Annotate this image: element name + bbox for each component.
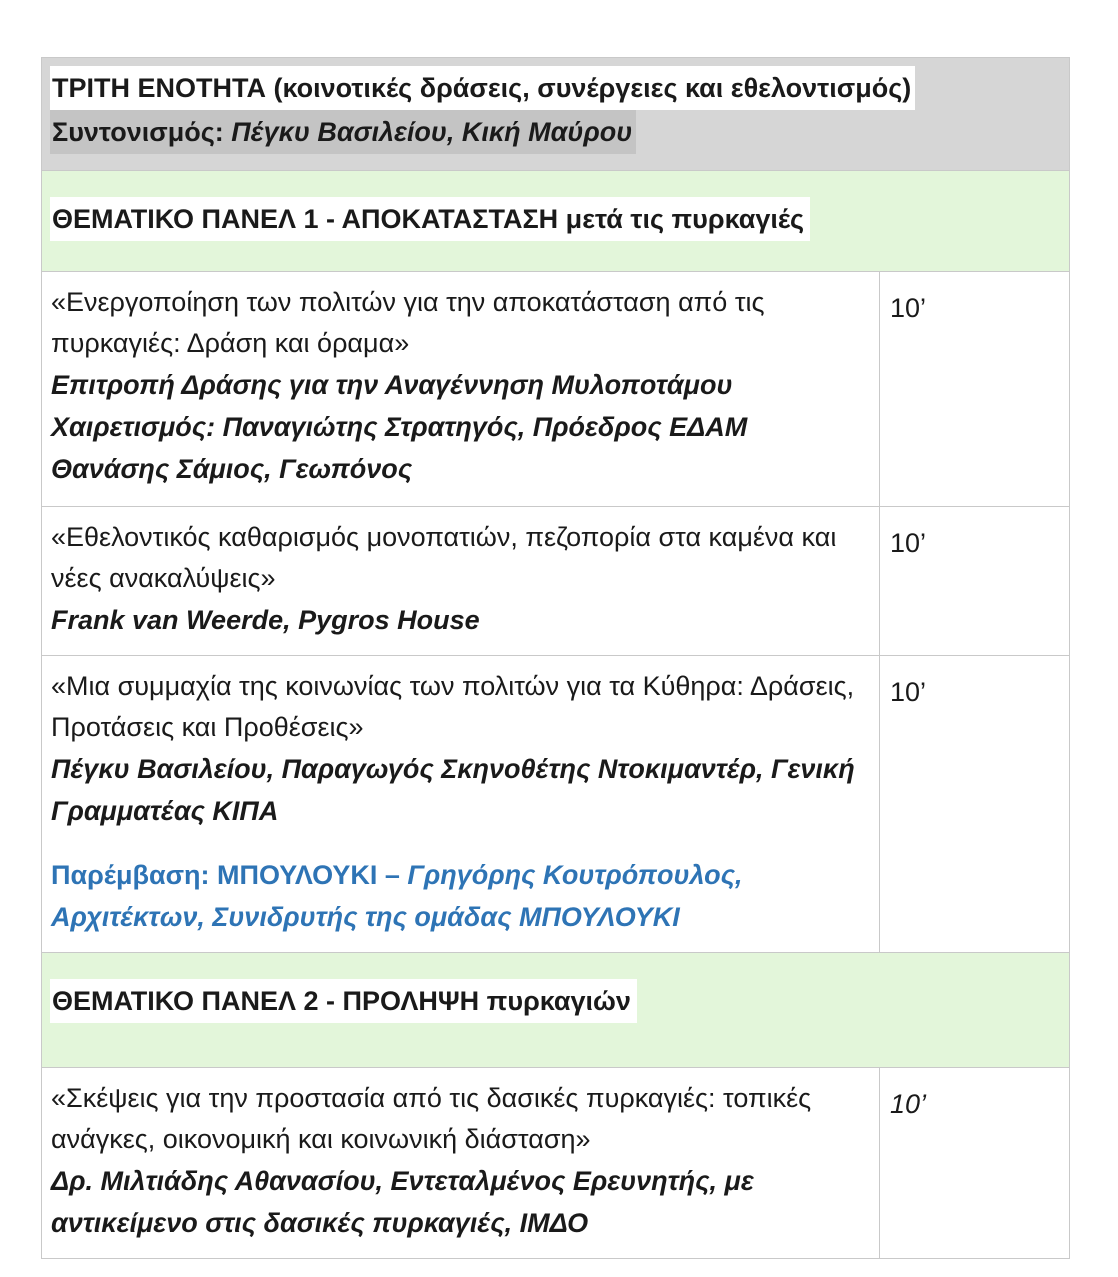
talk-title: «Μια συμμαχία της κοινωνίας των πολιτών για τα Κύθηρα: Δράσεις, Προτάσεις και Προθέσεις» <box>51 671 855 742</box>
intervention <box>51 854 869 938</box>
talk-speaker: Χαιρετισμός: Παναγιώτης Στρατηγός, Πρόεδρος ΕΔΑΜ <box>51 412 748 442</box>
talk-duration: 10’ <box>890 677 927 707</box>
talk-row <box>42 272 1070 507</box>
talk-row <box>42 1068 1070 1259</box>
program-table <box>41 57 1070 1259</box>
talk-speaker: Πέγκυ Βασιλείου, Παραγωγός Σκηνοθέτης Ντοκιμαντέρ, Γενική Γραμματέας ΚΙΠΑ <box>51 754 855 826</box>
talk-duration: 10’ <box>890 1089 927 1119</box>
talk-title: «Εθελοντικός καθαρισμός μονοπατιών, πεζοπορία στα καμένα και νέες ανακαλύψεις» <box>51 522 837 593</box>
coordination-label: Συντονισμός: <box>52 117 232 147</box>
talk-speaker: Δρ. Μιλτιάδης Αθανασίου, Εντεταλμένος Ερευνητής, με αντικείμενο στις δασικές πυρκαγιές, ΙΜΔΟ <box>51 1166 754 1238</box>
coordination <box>50 110 636 154</box>
panel-header-row <box>42 953 1070 1068</box>
talk-row <box>42 656 1070 953</box>
coordination-names: Πέγκυ Βασιλείου, Κική Μαύρου <box>231 117 633 147</box>
talk-speaker: Θανάσης Σάμιος, Γεωπόνος <box>51 454 413 484</box>
talk-title: «Σκέψεις για την προστασία από τις δασικές πυρκαγιές: τοπικές ανάγκες, οικονομική και κοινωνική διάσταση» <box>51 1083 812 1154</box>
talk-title: «Ενεργοποίηση των πολιτών για την αποκατάσταση από τις πυρκαγιές: Δράση και όραμα» <box>51 287 765 358</box>
panel-header-row <box>42 171 1070 272</box>
talk-duration: 10’ <box>890 293 927 323</box>
section-title: ΤΡΙΤΗ ΕΝΟΤΗΤΑ (κοινοτικές δράσεις, συνέργειες και εθελοντισμός) <box>50 66 915 110</box>
talk-speaker: Frank van Weerde, Pygros House <box>51 605 480 635</box>
intervention-names: Γρηγόρης Κουτρόπουλος, Αρχιτέκτων, Συνιδρυτής της ομάδας ΜΠΟΥΛΟΥΚΙ <box>51 860 743 932</box>
intervention-label: Παρέμβαση: ΜΠΟΥΛΟΥΚΙ – <box>51 860 408 890</box>
panel-title: ΘΕΜΑΤΙΚΟ ΠΑΝΕΛ 2 - ΠΡΟΛΗΨΗ πυρκαγιών <box>50 979 637 1023</box>
talk-row <box>42 507 1070 656</box>
talk-duration: 10’ <box>890 528 927 558</box>
panel-title: ΘΕΜΑΤΙΚΟ ΠΑΝΕΛ 1 - ΑΠΟΚΑΤΑΣΤΑΣΗ μετά τις πυρκαγιές <box>50 197 810 241</box>
section-header-row <box>42 58 1070 171</box>
talk-speaker: Επιτροπή Δράσης για την Αναγέννηση Μυλοποτάμου <box>51 370 733 400</box>
